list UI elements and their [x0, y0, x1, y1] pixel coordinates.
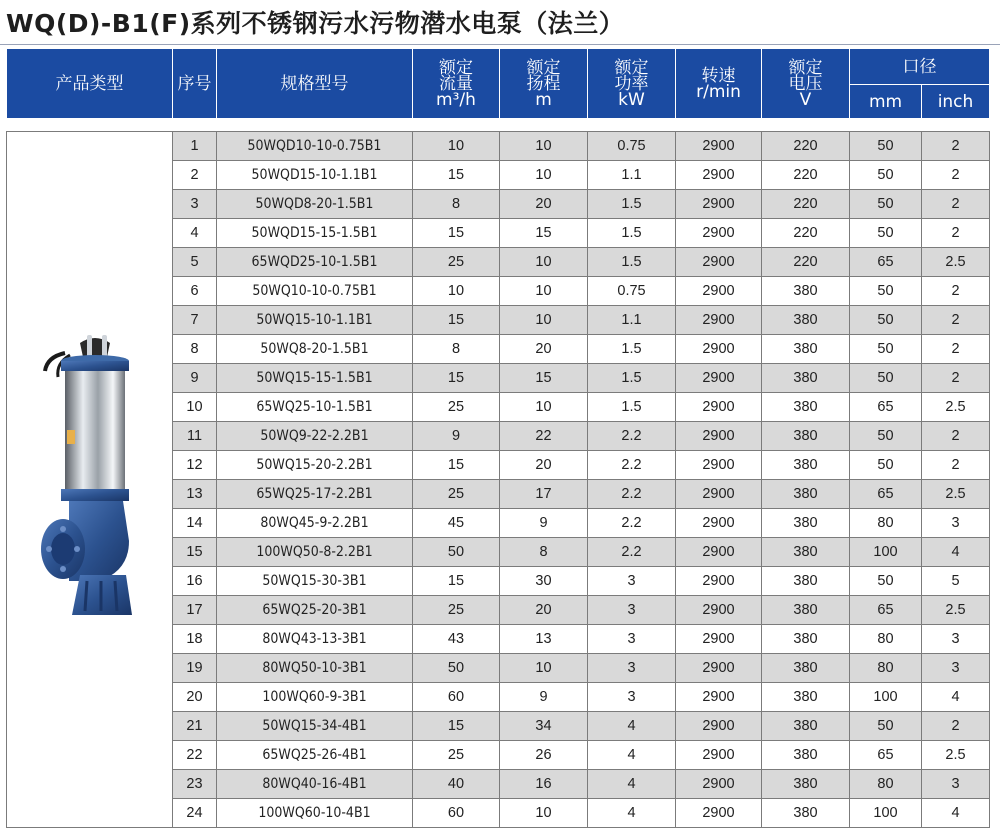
cell-voltage: 220: [762, 219, 850, 248]
cell-no: 21: [173, 712, 217, 741]
cell-speed: 2900: [676, 625, 762, 654]
cell-flow: 25: [413, 741, 500, 770]
header-head-line2: 扬程: [526, 73, 561, 94]
header-gap: [7, 119, 990, 132]
cell-model: 100WQ60-10-4B1: [217, 799, 413, 828]
cell-mm: 65: [850, 741, 922, 770]
cell-head: 20: [500, 451, 588, 480]
cell-speed: 2900: [676, 451, 762, 480]
cell-mm: 50: [850, 219, 922, 248]
cell-speed: 2900: [676, 567, 762, 596]
cell-no: 14: [173, 509, 217, 538]
cell-voltage: 380: [762, 770, 850, 799]
submersible-pump-image: [25, 335, 155, 625]
cell-head: 34: [500, 712, 588, 741]
cell-model: 50WQ8-20-1.5B1: [217, 335, 413, 364]
cell-power: 3: [588, 567, 676, 596]
cell-flow: 25: [413, 393, 500, 422]
cell-power: 3: [588, 596, 676, 625]
cell-speed: 2900: [676, 132, 762, 161]
cell-mm: 80: [850, 625, 922, 654]
cell-voltage: 380: [762, 596, 850, 625]
product-image-cell: [7, 132, 173, 828]
spec-table-body: [7, 119, 990, 828]
cell-inch: 2.5: [922, 248, 990, 277]
header-speed-unit: r/min: [696, 81, 741, 102]
cell-speed: 2900: [676, 364, 762, 393]
cell-inch: 2: [922, 335, 990, 364]
cell-model: 65WQ25-17-2.2B1: [217, 480, 413, 509]
title-rule: [0, 44, 1000, 45]
cell-head: 10: [500, 161, 588, 190]
cell-head: 13: [500, 625, 588, 654]
cell-speed: 2900: [676, 480, 762, 509]
cell-speed: 2900: [676, 712, 762, 741]
cell-no: 8: [173, 335, 217, 364]
cell-flow: 8: [413, 335, 500, 364]
cell-head: 10: [500, 654, 588, 683]
spec-table: [6, 48, 990, 828]
cell-power: 3: [588, 625, 676, 654]
cell-mm: 50: [850, 712, 922, 741]
cell-power: 1.1: [588, 161, 676, 190]
cell-flow: 15: [413, 712, 500, 741]
cell-inch: 2.5: [922, 480, 990, 509]
cell-inch: 3: [922, 654, 990, 683]
cell-inch: 2: [922, 451, 990, 480]
cell-mm: 50: [850, 422, 922, 451]
header-seq: 序号: [173, 49, 217, 119]
page-title: WQ(D)-B1(F)系列不锈钢污水污物潜水电泵（法兰）: [6, 9, 625, 38]
cell-speed: 2900: [676, 683, 762, 712]
cell-power: 4: [588, 799, 676, 828]
cell-power: 3: [588, 683, 676, 712]
header-bore: 口径: [850, 49, 990, 85]
cell-mm: 50: [850, 451, 922, 480]
header-model: 规格型号: [217, 49, 413, 119]
cell-no: 24: [173, 799, 217, 828]
cell-mm: 80: [850, 770, 922, 799]
header-head: [500, 49, 588, 119]
table-row: [7, 132, 990, 161]
header-voltage-line2: 电压: [788, 73, 823, 94]
cell-power: 2.2: [588, 422, 676, 451]
cell-mm: 65: [850, 596, 922, 625]
cell-head: 9: [500, 509, 588, 538]
cell-speed: 2900: [676, 596, 762, 625]
cell-inch: 2: [922, 422, 990, 451]
cell-voltage: 380: [762, 538, 850, 567]
cell-mm: 50: [850, 364, 922, 393]
cell-speed: 2900: [676, 161, 762, 190]
cell-power: 1.5: [588, 393, 676, 422]
cell-power: 3: [588, 654, 676, 683]
cell-power: 2.2: [588, 451, 676, 480]
cell-power: 0.75: [588, 132, 676, 161]
header-voltage: [762, 49, 850, 119]
cell-speed: 2900: [676, 335, 762, 364]
cell-voltage: 380: [762, 712, 850, 741]
cell-flow: 45: [413, 509, 500, 538]
cell-voltage: 220: [762, 132, 850, 161]
cell-power: 4: [588, 712, 676, 741]
header-voltage-line1: 额定: [788, 57, 823, 78]
header-bore-inch: inch: [922, 85, 990, 119]
cell-model: 50WQ9-22-2.2B1: [217, 422, 413, 451]
cell-speed: 2900: [676, 422, 762, 451]
cell-speed: 2900: [676, 741, 762, 770]
cell-model: 80WQ43-13-3B1: [217, 625, 413, 654]
cell-inch: 2: [922, 306, 990, 335]
cell-model: 65WQD25-10-1.5B1: [217, 248, 413, 277]
cell-no: 17: [173, 596, 217, 625]
cell-mm: 50: [850, 306, 922, 335]
cell-head: 20: [500, 190, 588, 219]
cell-power: 1.5: [588, 190, 676, 219]
cell-head: 22: [500, 422, 588, 451]
cell-power: 1.1: [588, 306, 676, 335]
cell-voltage: 380: [762, 393, 850, 422]
cell-no: 7: [173, 306, 217, 335]
cell-model: 50WQ10-10-0.75B1: [217, 277, 413, 306]
cell-model: 50WQD8-20-1.5B1: [217, 190, 413, 219]
cell-mm: 65: [850, 248, 922, 277]
cell-mm: 65: [850, 393, 922, 422]
cell-mm: 100: [850, 799, 922, 828]
cell-voltage: 380: [762, 364, 850, 393]
cell-flow: 15: [413, 364, 500, 393]
cell-head: 10: [500, 248, 588, 277]
cell-power: 2.2: [588, 480, 676, 509]
cell-voltage: 380: [762, 799, 850, 828]
cell-flow: 50: [413, 654, 500, 683]
cell-inch: 2: [922, 364, 990, 393]
header-head-line1: 额定: [526, 57, 561, 78]
header-head-unit: m: [535, 89, 552, 110]
cell-head: 16: [500, 770, 588, 799]
cell-no: 22: [173, 741, 217, 770]
cell-speed: 2900: [676, 509, 762, 538]
cell-model: 65WQ25-26-4B1: [217, 741, 413, 770]
cell-speed: 2900: [676, 248, 762, 277]
cell-voltage: 380: [762, 306, 850, 335]
cell-no: 12: [173, 451, 217, 480]
cell-no: 9: [173, 364, 217, 393]
cell-model: 50WQD10-10-0.75B1: [217, 132, 413, 161]
cell-no: 23: [173, 770, 217, 799]
cell-voltage: 380: [762, 335, 850, 364]
cell-model: 80WQ40-16-4B1: [217, 770, 413, 799]
header-product-type: 产品类型: [7, 49, 173, 119]
header-power-unit: kW: [618, 89, 645, 110]
cell-no: 2: [173, 161, 217, 190]
cell-flow: 15: [413, 567, 500, 596]
cell-no: 18: [173, 625, 217, 654]
header-power: [588, 49, 676, 119]
cell-voltage: 380: [762, 277, 850, 306]
cell-model: 50WQ15-20-2.2B1: [217, 451, 413, 480]
cell-no: 13: [173, 480, 217, 509]
cell-speed: 2900: [676, 190, 762, 219]
cell-speed: 2900: [676, 277, 762, 306]
cell-inch: 2.5: [922, 741, 990, 770]
header-voltage-unit: V: [799, 89, 812, 110]
cell-inch: 2: [922, 712, 990, 741]
cell-inch: 2.5: [922, 596, 990, 625]
cell-flow: 43: [413, 625, 500, 654]
cell-model: 50WQD15-10-1.1B1: [217, 161, 413, 190]
cell-flow: 8: [413, 190, 500, 219]
header-speed-line1: 转速: [701, 65, 736, 86]
cell-inch: 3: [922, 625, 990, 654]
cell-mm: 80: [850, 654, 922, 683]
cell-voltage: 380: [762, 683, 850, 712]
cell-model: 50WQ15-34-4B1: [217, 712, 413, 741]
cell-voltage: 380: [762, 567, 850, 596]
cell-mm: 50: [850, 132, 922, 161]
cell-model: 50WQD15-15-1.5B1: [217, 219, 413, 248]
cell-flow: 25: [413, 596, 500, 625]
cell-head: 15: [500, 364, 588, 393]
cell-no: 11: [173, 422, 217, 451]
cell-head: 30: [500, 567, 588, 596]
cell-voltage: 380: [762, 451, 850, 480]
cell-head: 20: [500, 335, 588, 364]
cell-flow: 15: [413, 306, 500, 335]
cell-power: 2.2: [588, 538, 676, 567]
cell-mm: 80: [850, 509, 922, 538]
cell-no: 5: [173, 248, 217, 277]
cell-voltage: 380: [762, 480, 850, 509]
header-power-line2: 功率: [614, 73, 649, 94]
cell-no: 3: [173, 190, 217, 219]
cell-mm: 50: [850, 277, 922, 306]
cell-inch: 2: [922, 219, 990, 248]
cell-no: 1: [173, 132, 217, 161]
cell-speed: 2900: [676, 770, 762, 799]
cell-inch: 3: [922, 509, 990, 538]
cell-flow: 9: [413, 422, 500, 451]
cell-power: 0.75: [588, 277, 676, 306]
cell-flow: 10: [413, 132, 500, 161]
cell-model: 65WQ25-20-3B1: [217, 596, 413, 625]
cell-no: 16: [173, 567, 217, 596]
cell-flow: 60: [413, 799, 500, 828]
cell-voltage: 220: [762, 190, 850, 219]
cell-head: 10: [500, 393, 588, 422]
cell-inch: 5: [922, 567, 990, 596]
cell-inch: 4: [922, 538, 990, 567]
cell-head: 10: [500, 132, 588, 161]
cell-voltage: 220: [762, 161, 850, 190]
cell-speed: 2900: [676, 654, 762, 683]
cell-voltage: 380: [762, 741, 850, 770]
cell-speed: 2900: [676, 393, 762, 422]
header-flow: [413, 49, 500, 119]
cell-head: 9: [500, 683, 588, 712]
cell-mm: 50: [850, 335, 922, 364]
cell-inch: 2: [922, 190, 990, 219]
cell-flow: 60: [413, 683, 500, 712]
cell-model: 100WQ60-9-3B1: [217, 683, 413, 712]
cell-inch: 2: [922, 132, 990, 161]
cell-mm: 65: [850, 480, 922, 509]
cell-head: 17: [500, 480, 588, 509]
cell-no: 15: [173, 538, 217, 567]
cell-head: 15: [500, 219, 588, 248]
cell-flow: 10: [413, 277, 500, 306]
cell-power: 4: [588, 770, 676, 799]
cell-model: 50WQ15-30-3B1: [217, 567, 413, 596]
header-flow-line2: 流量: [439, 73, 473, 94]
cell-power: 2.2: [588, 509, 676, 538]
cell-model: 100WQ50-8-2.2B1: [217, 538, 413, 567]
cell-model: 80WQ45-9-2.2B1: [217, 509, 413, 538]
cell-no: 6: [173, 277, 217, 306]
header-flow-line1: 额定: [439, 57, 473, 78]
cell-power: 1.5: [588, 219, 676, 248]
cell-head: 10: [500, 277, 588, 306]
cell-inch: 2: [922, 161, 990, 190]
header-flow-unit: m³/h: [436, 89, 476, 110]
cell-mm: 50: [850, 161, 922, 190]
cell-model: 50WQ15-15-1.5B1: [217, 364, 413, 393]
cell-inch: 2.5: [922, 393, 990, 422]
cell-model: 65WQ25-10-1.5B1: [217, 393, 413, 422]
cell-voltage: 380: [762, 625, 850, 654]
cell-voltage: 380: [762, 509, 850, 538]
cell-mm: 100: [850, 683, 922, 712]
cell-flow: 25: [413, 248, 500, 277]
cell-speed: 2900: [676, 306, 762, 335]
cell-power: 1.5: [588, 248, 676, 277]
cell-voltage: 380: [762, 422, 850, 451]
header-bore-mm: mm: [850, 85, 922, 119]
cell-head: 10: [500, 799, 588, 828]
cell-flow: 15: [413, 161, 500, 190]
cell-flow: 15: [413, 219, 500, 248]
cell-flow: 15: [413, 451, 500, 480]
cell-head: 10: [500, 306, 588, 335]
cell-inch: 4: [922, 683, 990, 712]
cell-speed: 2900: [676, 538, 762, 567]
cell-mm: 50: [850, 190, 922, 219]
cell-no: 19: [173, 654, 217, 683]
cell-voltage: 220: [762, 248, 850, 277]
header-speed: [676, 49, 762, 119]
cell-power: 1.5: [588, 364, 676, 393]
cell-inch: 4: [922, 799, 990, 828]
cell-head: 26: [500, 741, 588, 770]
cell-flow: 50: [413, 538, 500, 567]
header-power-line1: 额定: [614, 57, 649, 78]
cell-model: 80WQ50-10-3B1: [217, 654, 413, 683]
cell-speed: 2900: [676, 219, 762, 248]
cell-head: 8: [500, 538, 588, 567]
cell-flow: 40: [413, 770, 500, 799]
cell-mm: 50: [850, 567, 922, 596]
cell-inch: 2: [922, 277, 990, 306]
cell-inch: 3: [922, 770, 990, 799]
cell-no: 10: [173, 393, 217, 422]
cell-no: 4: [173, 219, 217, 248]
cell-power: 1.5: [588, 335, 676, 364]
cell-head: 20: [500, 596, 588, 625]
cell-flow: 25: [413, 480, 500, 509]
cell-mm: 100: [850, 538, 922, 567]
cell-speed: 2900: [676, 799, 762, 828]
cell-power: 4: [588, 741, 676, 770]
cell-model: 50WQ15-10-1.1B1: [217, 306, 413, 335]
cell-voltage: 380: [762, 654, 850, 683]
cell-no: 20: [173, 683, 217, 712]
